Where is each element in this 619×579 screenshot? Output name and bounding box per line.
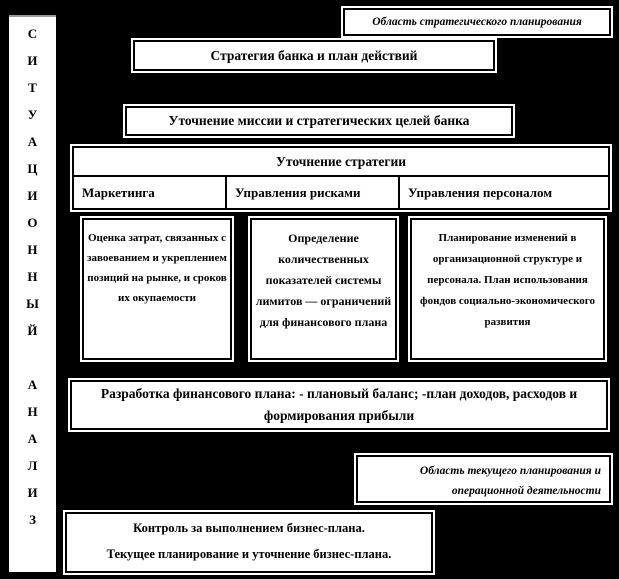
situational-analysis-strip [9,15,56,572]
control-line2: Текущее планирование и уточнение бизнес-плана. [106,547,392,561]
table-cell-risk-management: Управления рисками [227,177,400,208]
strategy-table-header: Уточнение стратегии [74,148,608,177]
vertical-letter: А [27,377,38,392]
vertical-word-situational [26,20,39,344]
strategic-planning-area-label: Область стратегического планирования [343,8,611,36]
vertical-letter: Н [27,269,38,284]
vertical-letter: Л [27,458,38,473]
mission-refinement-box: Уточнение миссии и стратегических целей банка [125,106,513,136]
vertical-letter: У [27,107,38,122]
table-cell-marketing: Маркетинга [74,177,227,208]
current-planning-area-line1: Область текущего планирования и [419,465,601,477]
current-planning-area-line2: операционной деятельности [451,485,601,497]
vertical-letter: Н [27,404,38,419]
bank-strategy-box: Стратегия банка и план действий [133,40,495,71]
vertical-letter: З [29,512,36,527]
table-cell-personnel-management: Управления персоналом [408,184,553,200]
control-line1: Контроль за выполнением бизнес-плана. [133,521,365,535]
vertical-letter: Ц [27,161,38,176]
strategy-refinement-table [72,146,610,210]
vertical-letter: Ы [26,296,39,311]
vertical-letter: И [27,485,38,500]
current-planning-area-label [356,455,611,503]
vertical-letter: И [27,188,38,203]
limits-definition-box: Определение количественных показателей системы лимитов — ограничений для финансового плана [250,218,397,360]
vertical-letter: Й [27,323,38,338]
business-plan-control-box [65,512,433,573]
vertical-letter: Н [27,242,38,257]
vertical-word-analysis [27,371,37,533]
org-structure-planning-box: Планирование изменений в организационной структуре и персонала. План использования фондов социально-экономического развития [410,218,605,360]
vertical-letter: Т [28,80,37,95]
vertical-letter: И [27,53,38,68]
strategy-table-row [74,177,608,208]
vertical-letter: С [27,26,38,41]
vertical-letter: А [27,134,38,149]
financial-plan-box: Разработка финансового плана: - плановый баланс; -план доходов, расходов и формирования прибыли [70,380,608,430]
vertical-letter: А [27,431,38,446]
cost-estimation-box: Оценка затрат, связанных с завоеванием и укреплением позиций на рынке, и сроков их окупаемости [82,218,232,360]
vertical-letter: О [27,215,38,230]
